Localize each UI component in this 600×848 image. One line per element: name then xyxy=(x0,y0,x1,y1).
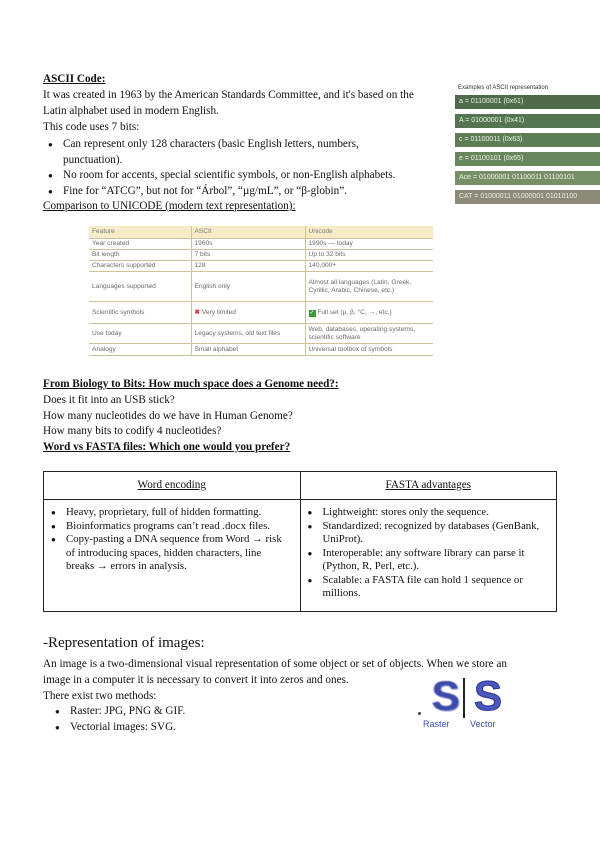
table-cell: Analogy xyxy=(89,344,191,356)
images-paragraph-line-1: An image is a two-dimensional visual representation of some object or set of objects. When we store an xyxy=(43,658,507,670)
table-cell: Characters supported xyxy=(89,261,191,272)
table-cell: Small alphabet xyxy=(191,344,305,356)
table-row xyxy=(89,250,433,261)
panel-row: CAT = 01000011 01000001 01010100 xyxy=(455,190,600,204)
table-cell: Web, databases, operating systems, scientific software xyxy=(305,324,433,344)
fasta-bullet-list xyxy=(301,506,557,601)
table-cell-text: Full set (µ, β, °C, →, etc.) xyxy=(317,308,392,316)
table-header-cell: Unicode xyxy=(305,226,433,239)
images-bullet-item: ● Vectorial images: SVG. xyxy=(50,720,185,736)
table-cell: 140,000+ xyxy=(305,261,433,272)
table-cell: Scientific symbols xyxy=(89,302,191,324)
cross-icon: ✖ xyxy=(194,308,201,316)
table-cell: Languages supported xyxy=(89,272,191,302)
panel-row: a = 01100001 (0x61) xyxy=(455,95,600,109)
table-cell: Bit length xyxy=(89,250,191,261)
table-cell xyxy=(191,302,305,324)
word-vs-fasta-heading: Word vs FASTA files: Which one would you prefer? xyxy=(43,441,291,453)
images-bullet-list xyxy=(50,704,185,735)
table-cell: Almost all languages (Latin, Greek, Cyrillic, Arabic, Chinese, etc.) xyxy=(305,272,433,302)
word-column xyxy=(44,472,300,611)
table-row xyxy=(89,344,433,356)
ascii-paragraph-line-1: It was created in 1963 by the American Standards Committee, and it's based on the xyxy=(43,89,414,101)
raster-s-letter: S xyxy=(432,672,461,719)
images-bullet-item: ● Raster: JPG, PNG & GIF. xyxy=(50,704,185,720)
word-bullet-item: ● Copy-pasting a DNA sequence from Word → risk of introducing spaces, hidden characters, line breaks → errors in analysis. xyxy=(44,533,292,574)
genome-question: Does it fit into an USB stick? xyxy=(43,394,175,406)
genome-question: How many nucleotides do we have in Human Genome? xyxy=(43,410,293,422)
panel-title: Examples of ASCII representation xyxy=(458,85,549,91)
table-cell: English only xyxy=(191,272,305,302)
ascii-heading: ASCII Code: xyxy=(43,73,106,85)
ascii-bullet-text: Fine for “ATCG”, but not for “Árbol”, “µg/mL”, or “β-globin”. xyxy=(63,184,347,197)
panel-row: c = 01100011 (0x63) xyxy=(455,133,600,147)
table-row xyxy=(89,239,433,250)
images-methods-line: There exist two methods: xyxy=(43,690,157,702)
logo-divider xyxy=(463,678,465,718)
table-cell: 128 xyxy=(191,261,305,272)
table-row xyxy=(89,324,433,344)
fasta-bullet-item: ● Scalable: a FASTA file can hold 1 sequence or millions. xyxy=(301,574,549,601)
raster-dot xyxy=(418,712,421,715)
ascii-bullet-item xyxy=(43,168,448,184)
ascii-bullet-item xyxy=(43,137,448,168)
table-cell-text: Very limited xyxy=(201,308,236,316)
word-bullet-list xyxy=(44,506,300,574)
word-bullet-item: ● Heavy, proprietary, full of hidden formatting. xyxy=(44,506,292,520)
images-paragraph-line-2: image in a computer it is necessary to convert it into zeros and ones. xyxy=(43,674,349,686)
raster-s-logo xyxy=(424,672,464,720)
ascii-paragraph-line-2: Latin alphabet used in modern English. xyxy=(43,105,219,117)
word-vs-fasta-box xyxy=(43,471,557,612)
genome-heading: From Biology to Bits: How much space does a Genome need?: xyxy=(43,378,339,390)
vector-s-logo xyxy=(466,672,506,720)
table-cell: Year created xyxy=(89,239,191,250)
ascii-bullet-list xyxy=(43,137,448,199)
table-header-cell: Feature xyxy=(89,226,191,239)
ascii-bits-line: This code uses 7 bits: xyxy=(43,121,140,133)
table-cell: Use today xyxy=(89,324,191,344)
ascii-unicode-table xyxy=(89,226,433,356)
vector-caption: Vector xyxy=(470,719,496,729)
table-header-cell: ASCII xyxy=(191,226,305,239)
table-cell: 1990s — today xyxy=(305,239,433,250)
fasta-column xyxy=(300,472,557,611)
table-row xyxy=(89,302,433,324)
panel-row: Ace = 01000001 01100011 01100101 xyxy=(455,171,600,185)
ascii-bullet-text: No room for accents, special scientific symbols, or non-English alphabets. xyxy=(63,169,396,181)
table-cell xyxy=(305,302,433,324)
ascii-bullet-text-continued: punctuation). xyxy=(63,153,123,166)
ascii-examples-panel xyxy=(455,83,600,209)
table-cell: 7 bits xyxy=(191,250,305,261)
panel-row: A = 01000001 (0x41) xyxy=(455,114,600,128)
fasta-bullet-item: ● Standardized: recognized by databases (GenBank, UniProt). xyxy=(301,520,549,547)
ascii-bullet-text: Can represent only 128 characters (basic English letters, numbers, xyxy=(63,138,359,150)
fasta-bullet-item: ● Interoperable: any software library can parse it (Python, R, Perl, etc.). xyxy=(301,547,549,574)
genome-question: How many bits to codify 4 nucleotides? xyxy=(43,425,222,437)
table-cell: 1960s xyxy=(191,239,305,250)
raster-caption: Raster xyxy=(423,719,450,729)
images-heading: -Representation of images: xyxy=(43,635,205,651)
table-row xyxy=(89,272,433,302)
vector-s-letter: S xyxy=(474,672,503,719)
fasta-column-title: FASTA advantages xyxy=(301,472,557,500)
word-column-title: Word encoding xyxy=(44,472,300,500)
panel-row: e = 01100101 (0x65) xyxy=(455,152,600,166)
table-cell: Legacy systems, old text files xyxy=(191,324,305,344)
table-row xyxy=(89,261,433,272)
table-header-row xyxy=(89,226,433,239)
raster-vector-logo xyxy=(416,672,506,732)
table-cell: Universal toolbox of symbols xyxy=(305,344,433,356)
fasta-bullet-item: ● Lightweight: stores only the sequence. xyxy=(301,506,549,520)
ascii-bullet-item xyxy=(43,184,448,200)
table-cell: Up to 32 bits xyxy=(305,250,433,261)
word-bullet-item: ● Bioinformatics programs can’t read .docx files. xyxy=(44,520,292,534)
comparison-heading: Comparison to UNICODE (modern text representation): xyxy=(43,200,296,212)
check-icon: ✓ xyxy=(309,309,315,316)
